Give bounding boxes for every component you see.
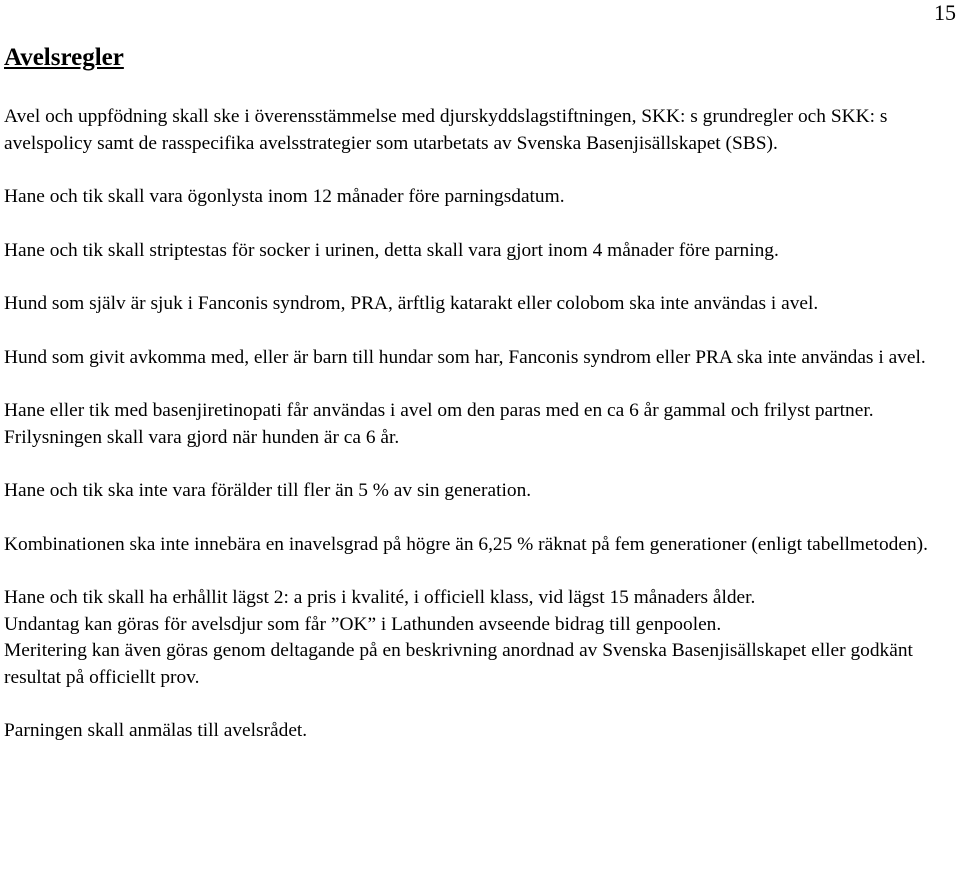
document-body: [4, 104, 956, 772]
paragraph-breeding-general: Avel och uppfödning skall ske i överensstämmelse med djurskyddslagstiftningen, SKK: s grundregler och SKK: s avelspolicy samt de rasspecifika avelsstrategier som utarbetats av Svenska Basenjisällskapet (SBS).: [4, 106, 888, 154]
paragraph-sick-dog: Hund som själv är sjuk i Fanconis syndrom, PRA, ärftlig katarakt eller colobom ska inte användas i avel.: [4, 293, 819, 314]
paragraph-exception: Undantag kan göras för avelsdjur som får ”OK” i Lathunden avseende bidrag till genpoolen.: [4, 613, 722, 635]
paragraph-inbreeding: Kombinationen ska inte innebära en inavelsgrad på högre än 6,25 % räknat på fem generationer (enligt tabellmetoden).: [4, 533, 928, 555]
paragraph-retinopathy: Hane eller tik med basenjiretinopati får användas i avel om den paras med en ca 6 år gammal och frilyst partner. Frilysningen skall vara gjord när hunden är ca 6 år.: [4, 400, 874, 448]
paragraph-generation-limit: Hane och tik ska inte vara förälder till fler än 5 % av sin generation.: [4, 480, 532, 501]
paragraph-registration: Parningen skall anmälas till avelsrådet.: [4, 720, 308, 741]
paragraph-merit-prize: Hane och tik skall ha erhållit lägst 2: a pris i kvalité, i officiell klass, vid lägst 15 månaders ålder.: [4, 587, 756, 608]
paragraph-strip-test: Hane och tik skall striptestas för socker i urinen, detta skall vara gjort inom 4 månader före parning.: [4, 239, 779, 261]
paragraph-offspring: Hund som givit avkomma med, eller är barn till hundar som har, Fanconis syndrom eller PRA ska inte användas i avel.: [4, 346, 926, 368]
page-number: 15: [934, 0, 956, 25]
paragraph-merit-description: Meritering kan även göras genom deltagande på en beskrivning anordnad av Svenska Basenjisällskapet eller godkänt resultat på officiellt prov.: [4, 640, 913, 688]
paragraph-eye-exam: Hane och tik skall vara ögonlysta inom 12 månader före parningsdatum.: [4, 186, 565, 207]
section-heading: Avelsregler: [4, 44, 124, 71]
